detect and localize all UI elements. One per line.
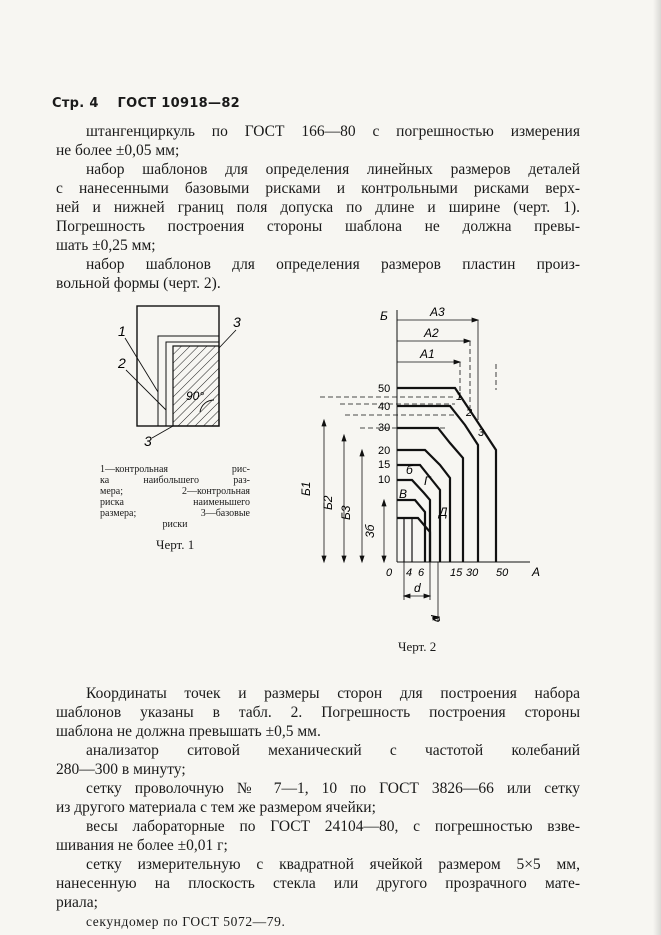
page-edge-shadow: [653, 0, 661, 935]
fig2-label-a2: А2: [424, 326, 439, 340]
text-line: вольной формы (черт. 2).: [56, 275, 221, 292]
fig1-label-2: 2: [118, 355, 126, 371]
fig2-y-tick: 10: [378, 474, 391, 486]
fig2-x-tick: 50: [496, 567, 509, 579]
fig1-label-3-bottom: 3: [144, 433, 152, 449]
fig2-label-d1: d: [414, 581, 421, 595]
text-line: набор шаблонов для определения линейных размеров деталей: [86, 161, 580, 178]
fig2-label-1: 1: [456, 391, 463, 403]
fig1-label-3-top: 3: [233, 314, 241, 330]
text-line: Координаты точек и размеры сторон для построения набора: [86, 685, 580, 702]
template-outline: [125, 306, 236, 438]
text-line: набор шаблонов для определения размеров пластин произ-: [86, 256, 580, 273]
fig2-label-d: Д: [439, 505, 448, 519]
fig2-label-2: 2: [466, 407, 473, 419]
fig2-y-tick: 20: [378, 445, 391, 457]
text-line: Погрешность построения стороны шаблона не должна превы-: [56, 218, 580, 235]
text-line: риала;: [56, 894, 98, 911]
figure-1-template: [100, 300, 240, 460]
text-line: весы лабораторные по ГОСТ 24104—80, с погрешностью взве-: [86, 818, 580, 835]
fig2-label-b2: Б2: [321, 495, 335, 510]
text-line: штангенциркуль по ГОСТ 166—80 с погрешностью измерения: [86, 123, 580, 140]
fig2-label-delta: б: [406, 463, 413, 477]
fig2-label-a1: А1: [420, 347, 435, 361]
legend-line: размера; 3—базовые: [100, 508, 250, 519]
text-line: шать ±0,25 мм;: [56, 237, 156, 254]
figure-1-legend: [100, 464, 250, 530]
fig2-y-tick: 30: [378, 422, 391, 434]
fig2-label-b: Б: [380, 309, 388, 323]
fig2-label-b1: Б1: [299, 481, 313, 496]
text-line: нанесенную на плоскость стекла или другого прозрачного мате-: [56, 875, 580, 892]
text-line: ней и нижней границ поля допуска по длине и ширине (черт. 1).: [56, 199, 580, 216]
fig2-label-a3: А3: [430, 305, 445, 319]
bottom-text-block: [56, 684, 580, 931]
fig2-x-tick: 0: [386, 567, 393, 579]
fig1-label-1: 1: [118, 323, 126, 339]
legend-line: мера; 2—контрольная: [100, 486, 250, 497]
fig2-label-b3: Б3: [339, 505, 353, 520]
fig2-x-tick: 15: [450, 567, 463, 579]
fig1-angle-label: 90°: [186, 389, 205, 403]
figure-1-caption: Черт. 1: [156, 537, 195, 552]
text-line: с нанесенными базовыми рисками и контрольными рисками верх-: [56, 180, 580, 197]
fig2-left-dimensions: [322, 420, 386, 562]
text-line: шивания не более ±0,01 г;: [56, 837, 228, 854]
fig2-x-axis-label: А: [532, 565, 541, 579]
fig2-label-v: В: [399, 487, 408, 501]
text-line: из другого материала с тем же размером ячейки;: [56, 799, 376, 816]
fig2-label-d2: d: [429, 615, 443, 622]
text-line: сетку измерительную с квадратной ячейкой размером 5×5 мм,: [86, 856, 580, 873]
text-line: не более ±0,05 мм;: [56, 142, 180, 159]
fig2-y-tick: 15: [378, 459, 391, 471]
fig2-y-tick: 50: [378, 383, 391, 395]
legend-line: риски: [162, 519, 188, 530]
fig2-label-3: 3: [478, 427, 485, 439]
fig2-top-dimensions: [397, 318, 496, 420]
figure-2-caption: Черт. 2: [398, 639, 437, 654]
page-header: [52, 96, 240, 111]
legend-line: ка наибольшего раз-: [100, 475, 250, 486]
fig2-x-tick: 4: [406, 567, 413, 579]
text-line: секундомер по ГОСТ 5072—79.: [86, 914, 286, 929]
text-line: сетку проволочную № 7—1, 10 по ГОСТ 3826—66 или сетку: [86, 780, 580, 797]
text-line: анализатор ситовой механический с частотой колебаний: [86, 742, 580, 759]
text-line: 280—300 в минуту;: [56, 761, 186, 778]
figure-2-template-set: [300, 300, 550, 630]
top-text-block: [56, 122, 580, 293]
fig2-label-3b: 3б: [363, 524, 377, 538]
legend-line: 1—контрольная рис-: [100, 464, 250, 475]
standard-code: ГОСТ 10918—82: [117, 96, 241, 111]
fig2-x-tick: 6: [418, 567, 425, 579]
page-number: Стр. 4: [52, 96, 99, 111]
legend-line: риска наименьшего: [100, 497, 250, 508]
fig2-y-tick: 40: [378, 401, 391, 413]
fig2-x-tick: 30: [466, 567, 479, 579]
text-line: шаблона не должна превышать ±0,5 мм.: [56, 723, 321, 740]
fig2-label-g: Г: [424, 474, 431, 488]
text-line: шаблонов указаны в табл. 2. Погрешность построения стороны: [56, 704, 580, 721]
